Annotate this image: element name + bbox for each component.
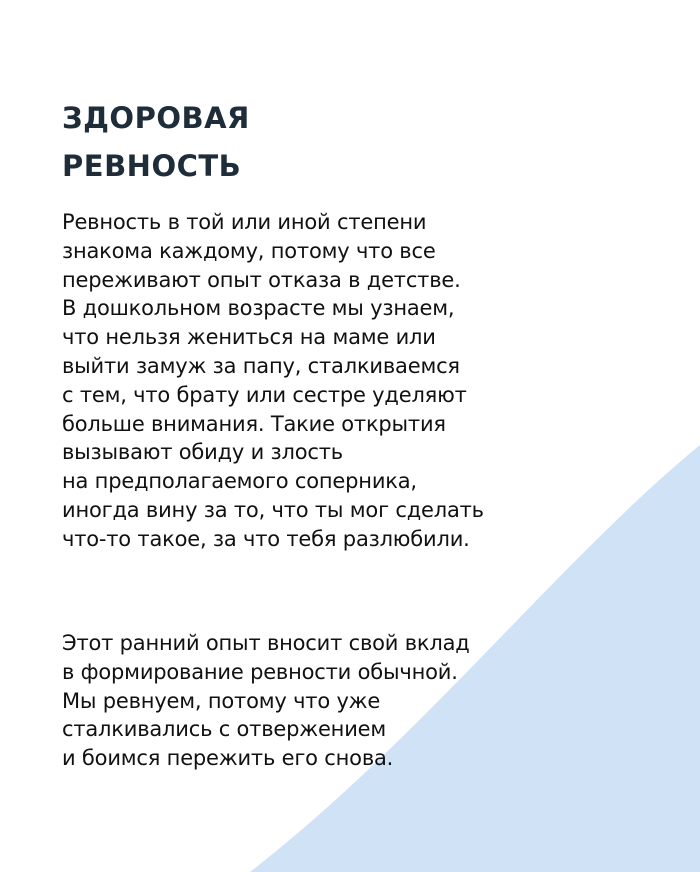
- paragraph-1-line: знакома каждому, потому что все: [62, 238, 436, 263]
- paragraph-1-line: с тем, что брату или сестре уделяют: [62, 382, 467, 407]
- page-title: [62, 94, 250, 190]
- title-line-1: ЗДОРОВАЯ: [62, 101, 250, 135]
- paragraph-2-line: в формирование ревности обычной.: [62, 659, 458, 684]
- paragraph-1: [62, 208, 484, 554]
- paragraph-2-line: и боимся пережить его снова.: [62, 746, 394, 771]
- paragraph-1-line: вызывают обиду и злость: [62, 440, 343, 465]
- paragraph-1-line: на предполагаемого соперника,: [62, 469, 417, 494]
- paragraph-1-line: что-то такое, за что тебя разлюбили.: [62, 526, 470, 551]
- paragraph-2-line: Этот ранний опыт вносит свой вклад: [62, 631, 470, 655]
- paragraph-2-line: сталкивались с отвержением: [62, 717, 387, 742]
- paragraph-2: [62, 629, 470, 773]
- paragraph-1-line: что нельзя жениться на маме или: [62, 325, 436, 350]
- paragraph-1-line: больше внимания. Такие открытия: [62, 411, 446, 436]
- paragraph-2-line: Мы ревнуем, потому что уже: [62, 688, 381, 713]
- paragraph-1-line: В дошкольном возрасте мы узнаем,: [62, 296, 455, 321]
- paragraph-1-line: переживают опыт отказа в детстве.: [62, 267, 461, 292]
- paragraph-1-line: выйти замуж за папу, сталкиваемся: [62, 353, 460, 378]
- paragraph-1-line: иногда вину за то, что ты мог сделать: [62, 497, 484, 522]
- title-line-2: РЕВНОСТЬ: [62, 149, 242, 183]
- paragraph-1-line: Ревность в той или иной степени: [62, 210, 427, 234]
